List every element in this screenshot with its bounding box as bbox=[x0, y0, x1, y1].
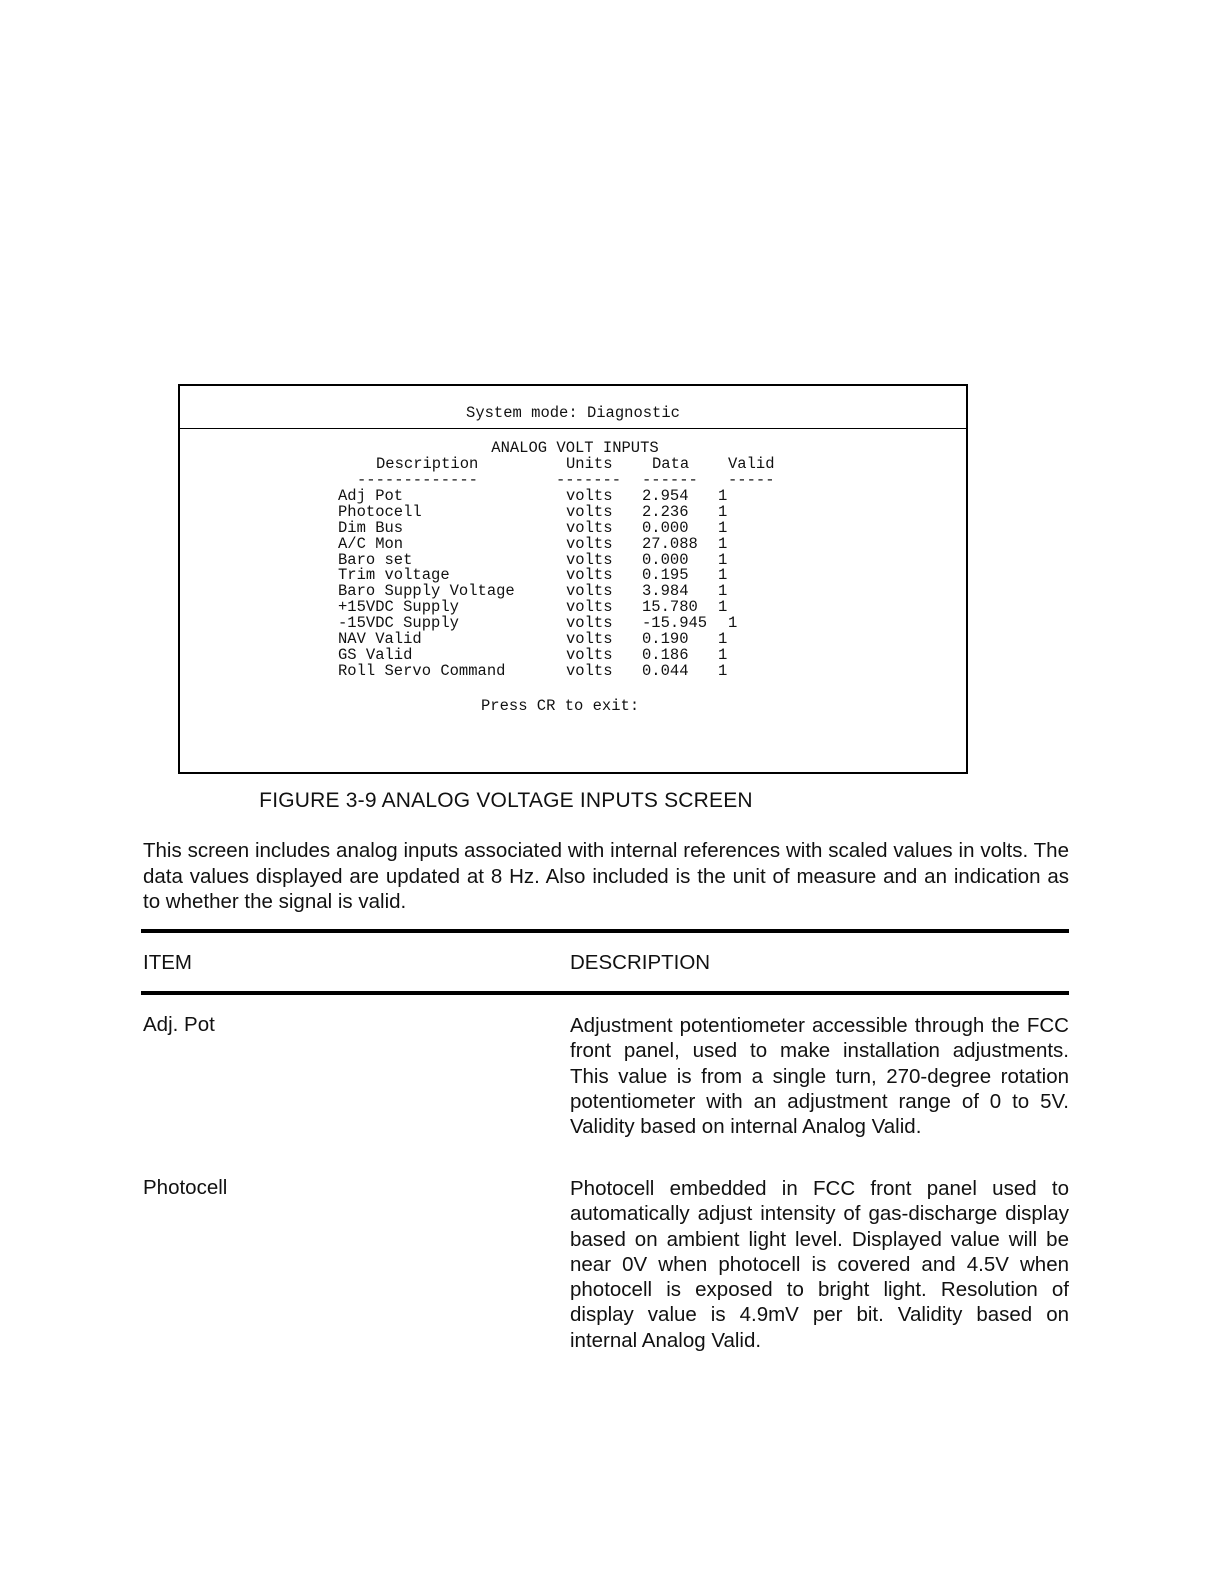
dash-description: ------------- bbox=[357, 471, 478, 489]
row-valid: 1 bbox=[718, 534, 728, 553]
table-row bbox=[180, 614, 738, 633]
row-valid: 1 bbox=[718, 582, 728, 601]
row-description: A/C Mon bbox=[338, 534, 404, 553]
diagnostic-screen-figure bbox=[178, 384, 968, 774]
header-data: Data bbox=[652, 455, 690, 473]
row-units: volts bbox=[566, 645, 613, 664]
row-data: 27.088 bbox=[642, 534, 698, 553]
item-name-adj-pot: Adj. Pot bbox=[143, 1013, 215, 1036]
analog-input-rows bbox=[180, 487, 738, 680]
row-description: NAV Valid bbox=[338, 630, 422, 649]
row-description: Trim voltage bbox=[338, 566, 450, 585]
column-header-description: DESCRIPTION bbox=[570, 951, 711, 974]
row-units: volts bbox=[566, 566, 613, 585]
row-data: 2.954 bbox=[642, 487, 689, 505]
row-units: volts bbox=[566, 534, 613, 553]
row-valid: 1 bbox=[718, 550, 728, 569]
table-row bbox=[180, 582, 728, 601]
intro-paragraph: This screen includes analog inputs associated with internal references with scaled values in volts. The data values displayed are updated at 8 Hz. Also included is the unit of measure and an indication as to whether the signal is valid. bbox=[143, 839, 1069, 913]
row-description: Roll Servo Command bbox=[338, 661, 506, 680]
row-data: 0.186 bbox=[642, 645, 689, 664]
row-data: 3.984 bbox=[642, 582, 689, 601]
row-description: Adj Pot bbox=[338, 487, 404, 505]
dash-valid: ----- bbox=[728, 471, 775, 489]
table-row bbox=[180, 550, 728, 569]
table-row bbox=[180, 518, 728, 537]
row-valid: 1 bbox=[718, 645, 728, 664]
row-units: volts bbox=[566, 487, 613, 505]
row-valid: 1 bbox=[718, 566, 728, 585]
dash-data: ------ bbox=[642, 471, 698, 489]
dash-units: ------- bbox=[556, 471, 622, 489]
row-data: -15.945 bbox=[642, 614, 708, 633]
table-row bbox=[180, 566, 728, 585]
mode-line: System mode: Diagnostic bbox=[466, 404, 680, 422]
mode-bar bbox=[180, 386, 966, 429]
header-units: Units bbox=[566, 455, 613, 473]
header-description: Description bbox=[376, 455, 479, 473]
row-data: 0.000 bbox=[642, 550, 689, 569]
figure-caption: FIGURE 3-9 ANALOG VOLTAGE INPUTS SCREEN bbox=[259, 789, 753, 812]
row-description: Baro Supply Voltage bbox=[338, 582, 515, 601]
row-description: GS Valid bbox=[338, 645, 413, 664]
row-description: Dim Bus bbox=[338, 518, 404, 537]
item-name-photocell: Photocell bbox=[143, 1176, 228, 1199]
row-units: volts bbox=[566, 582, 613, 601]
row-units: volts bbox=[566, 502, 613, 521]
table-row bbox=[180, 630, 728, 649]
table-row bbox=[180, 598, 728, 617]
row-data: 0.195 bbox=[642, 566, 689, 585]
header-valid: Valid bbox=[728, 455, 775, 473]
row-valid: 1 bbox=[718, 487, 728, 505]
row-units: volts bbox=[566, 661, 613, 680]
row-data: 0.044 bbox=[642, 661, 689, 680]
row-units: volts bbox=[566, 630, 613, 649]
table-row bbox=[180, 502, 728, 521]
row-data: 0.190 bbox=[642, 630, 689, 649]
row-valid: 1 bbox=[718, 518, 728, 537]
row-data: 0.000 bbox=[642, 518, 689, 537]
exit-prompt: Press CR to exit: bbox=[481, 697, 640, 715]
row-valid: 1 bbox=[718, 630, 728, 649]
row-data: 15.780 bbox=[642, 598, 698, 617]
row-description: -15VDC Supply bbox=[338, 614, 459, 633]
table-header-rule bbox=[141, 991, 1069, 995]
row-units: volts bbox=[566, 518, 613, 537]
row-valid: 1 bbox=[718, 661, 728, 680]
row-valid: 1 bbox=[728, 614, 738, 633]
item-description-photocell: Photocell embedded in FCC front panel used to automatically adjust intensity of gas-discharge display based on ambient light level. Displayed value will be near 0V when photocell is covered and 4.5V when photocell is exposed to bright light. Resolution of display value is 4.9mV per bit. Validity based on internal Analog Valid. bbox=[570, 1177, 1069, 1352]
row-valid: 1 bbox=[718, 502, 728, 521]
row-description: Baro set bbox=[338, 550, 413, 569]
item-description-adj-pot: Adjustment potentiometer accessible through the FCC front panel, used to make installation adjustments. This value is from a single turn, 270-degree rotation potentiometer with an adjustment range of 0 to 5V. Validity based on internal Analog Valid. bbox=[570, 1014, 1069, 1139]
table-row bbox=[180, 534, 728, 553]
row-description: +15VDC Supply bbox=[338, 598, 459, 617]
row-units: volts bbox=[566, 598, 613, 617]
table-top-rule bbox=[141, 929, 1069, 933]
row-units: volts bbox=[566, 614, 613, 633]
row-data: 2.236 bbox=[642, 502, 689, 521]
table-row bbox=[180, 645, 728, 664]
row-units: volts bbox=[566, 550, 613, 569]
row-description: Photocell bbox=[338, 502, 422, 521]
screen-title: ANALOG VOLT INPUTS bbox=[491, 439, 659, 457]
table-row bbox=[180, 661, 728, 680]
row-valid: 1 bbox=[718, 598, 728, 617]
column-header-item: ITEM bbox=[143, 951, 192, 974]
table-row bbox=[180, 487, 728, 505]
